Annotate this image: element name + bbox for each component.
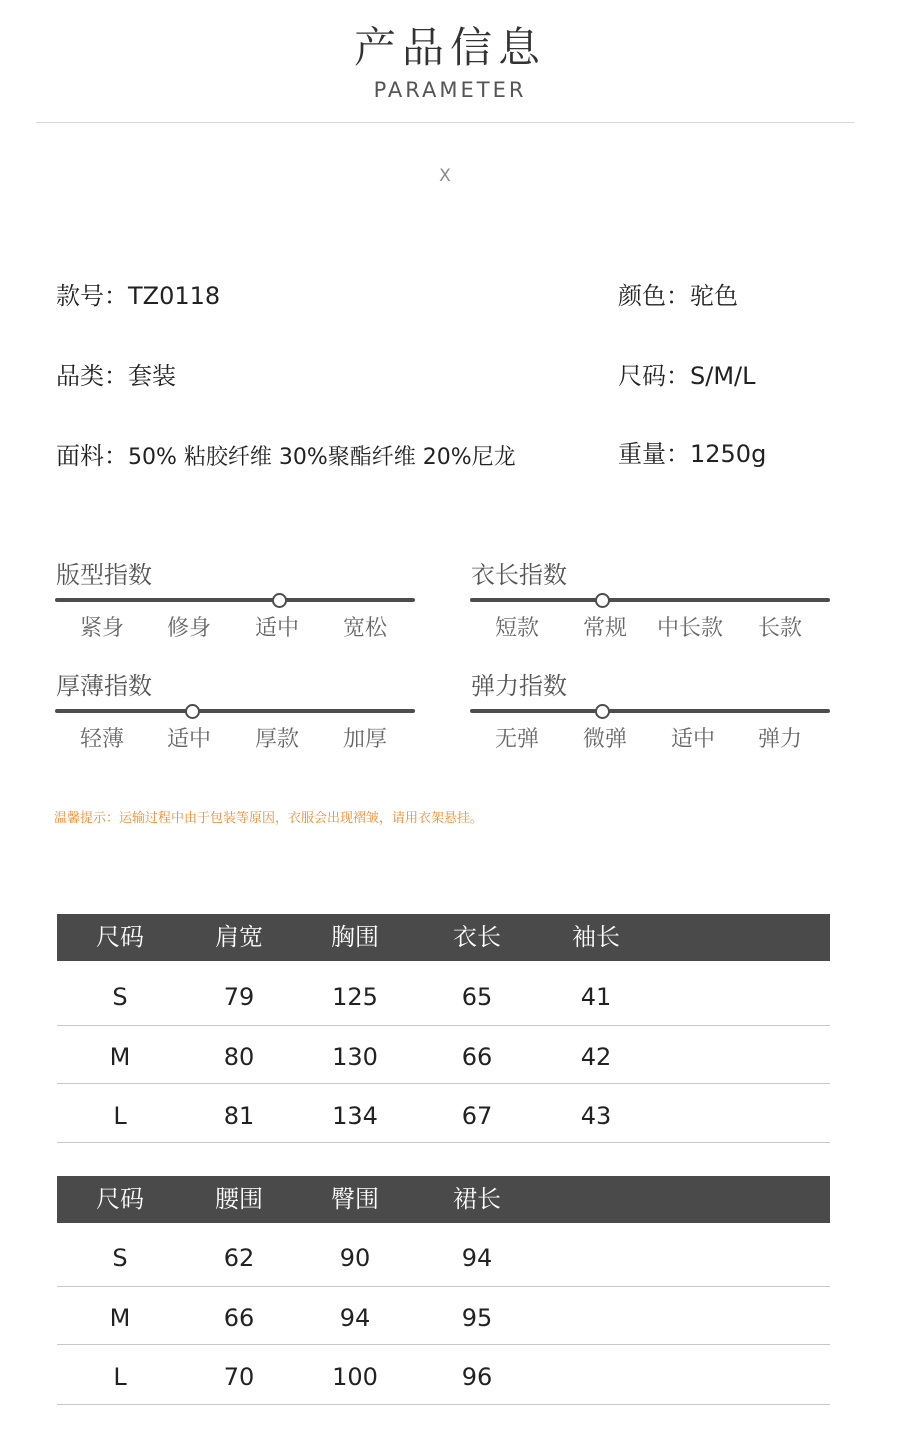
close-icon: X [439, 166, 451, 186]
table-cell: 125 [332, 983, 378, 1011]
row-divider [57, 1083, 830, 1084]
table-cell: 66 [223, 1304, 255, 1332]
table-cell: 66 [461, 1043, 493, 1071]
header-divider [36, 122, 854, 123]
elasticity-option: 适中 [671, 727, 716, 752]
table-header-cell: 袖长 [572, 923, 620, 951]
size-info [618, 361, 755, 391]
table-cell: 81 [223, 1102, 255, 1130]
table-cell: S [112, 983, 128, 1011]
table-cell: 62 [223, 1244, 255, 1272]
row-divider [57, 1025, 830, 1026]
skirt-size-table-header [57, 1176, 830, 1223]
fabric-value: 50% 粘胶纤维 30%聚酯纤维 20%尼龙 [128, 445, 516, 470]
size-value: S/M/L [690, 362, 756, 390]
weight-value: 1250g [690, 440, 767, 468]
length-index-title: 衣长指数 [471, 561, 567, 589]
table-header-cell: 臀围 [331, 1185, 379, 1213]
style-number [56, 281, 220, 311]
table-header-cell: 胸围 [331, 923, 379, 951]
color-value: 驼色 [690, 282, 738, 310]
color-label: 颜色： [618, 282, 690, 310]
fit-index-track [55, 598, 415, 602]
table-cell: M [109, 1304, 131, 1332]
thickness-option: 加厚 [343, 727, 388, 752]
table-header-cell: 尺码 [96, 1185, 144, 1213]
length-option: 长款 [758, 616, 803, 641]
care-tip: 温馨提示：运输过程中由于包装等原因，衣服会出现褶皱，请用衣架悬挂。 [54, 811, 484, 826]
table-header-cell: 腰围 [215, 1185, 263, 1213]
fit-option: 适中 [255, 616, 300, 641]
fit-index-marker [272, 593, 287, 608]
length-index-track [470, 598, 830, 602]
style-number-label: 款号： [56, 282, 128, 310]
table-cell: 94 [461, 1244, 493, 1272]
table-header-cell: 衣长 [453, 923, 501, 951]
length-option: 短款 [495, 616, 540, 641]
thickness-option: 轻薄 [80, 727, 125, 752]
table-header-cell: 尺码 [96, 923, 144, 951]
table-cell: 80 [223, 1043, 255, 1071]
row-divider [57, 1142, 830, 1143]
fit-option: 修身 [167, 616, 212, 641]
fabric-info [56, 441, 516, 473]
row-divider [57, 1404, 830, 1405]
table-cell: 90 [339, 1244, 371, 1272]
table-cell: S [112, 1244, 128, 1272]
style-number-value: TZ0118 [128, 282, 221, 310]
color-info [618, 281, 738, 311]
page-subtitle: PARAMETER [373, 78, 527, 102]
table-cell: 43 [580, 1102, 612, 1130]
page-title: 产品信息 [353, 23, 546, 72]
table-cell: 134 [332, 1102, 378, 1130]
length-option: 常规 [583, 616, 628, 641]
table-header-cell: 裙长 [453, 1185, 501, 1213]
row-divider [57, 1344, 830, 1345]
table-cell: 96 [461, 1363, 493, 1391]
table-cell: 95 [461, 1304, 493, 1332]
length-option: 中长款 [657, 616, 724, 641]
table-cell: 41 [580, 983, 612, 1011]
thickness-index-track [55, 709, 415, 713]
thickness-index-title: 厚薄指数 [56, 672, 152, 700]
fabric-label: 面料： [56, 442, 128, 470]
fit-index-title: 版型指数 [56, 561, 152, 589]
elasticity-option: 弹力 [758, 727, 803, 752]
table-cell: 100 [332, 1363, 378, 1391]
weight-label: 重量： [618, 440, 690, 468]
size-label: 尺码： [618, 362, 690, 390]
row-divider [57, 1286, 830, 1287]
table-header-cell: 肩宽 [215, 923, 263, 951]
thickness-index-marker [185, 704, 200, 719]
fit-option: 紧身 [80, 616, 125, 641]
elasticity-index-track [470, 709, 830, 713]
table-cell: 42 [580, 1043, 612, 1071]
weight-info [618, 439, 766, 469]
elasticity-option: 无弹 [495, 727, 540, 752]
thickness-option: 适中 [167, 727, 212, 752]
table-cell: M [109, 1043, 131, 1071]
length-index-marker [595, 593, 610, 608]
fit-option: 宽松 [343, 616, 388, 641]
table-cell: 67 [461, 1102, 493, 1130]
table-cell: L [113, 1102, 127, 1130]
category-info [56, 361, 176, 391]
table-cell: 65 [461, 983, 493, 1011]
table-cell: 70 [223, 1363, 255, 1391]
elasticity-option: 微弹 [583, 727, 628, 752]
category-label: 品类： [56, 362, 128, 390]
table-cell: 130 [332, 1043, 378, 1071]
table-cell: 79 [223, 983, 255, 1011]
table-cell: L [113, 1363, 127, 1391]
top-size-table-header [57, 914, 830, 961]
category-value: 套装 [128, 362, 176, 390]
elasticity-index-title: 弹力指数 [471, 672, 567, 700]
table-cell: 94 [339, 1304, 371, 1332]
thickness-option: 厚款 [255, 727, 300, 752]
elasticity-index-marker [595, 704, 610, 719]
